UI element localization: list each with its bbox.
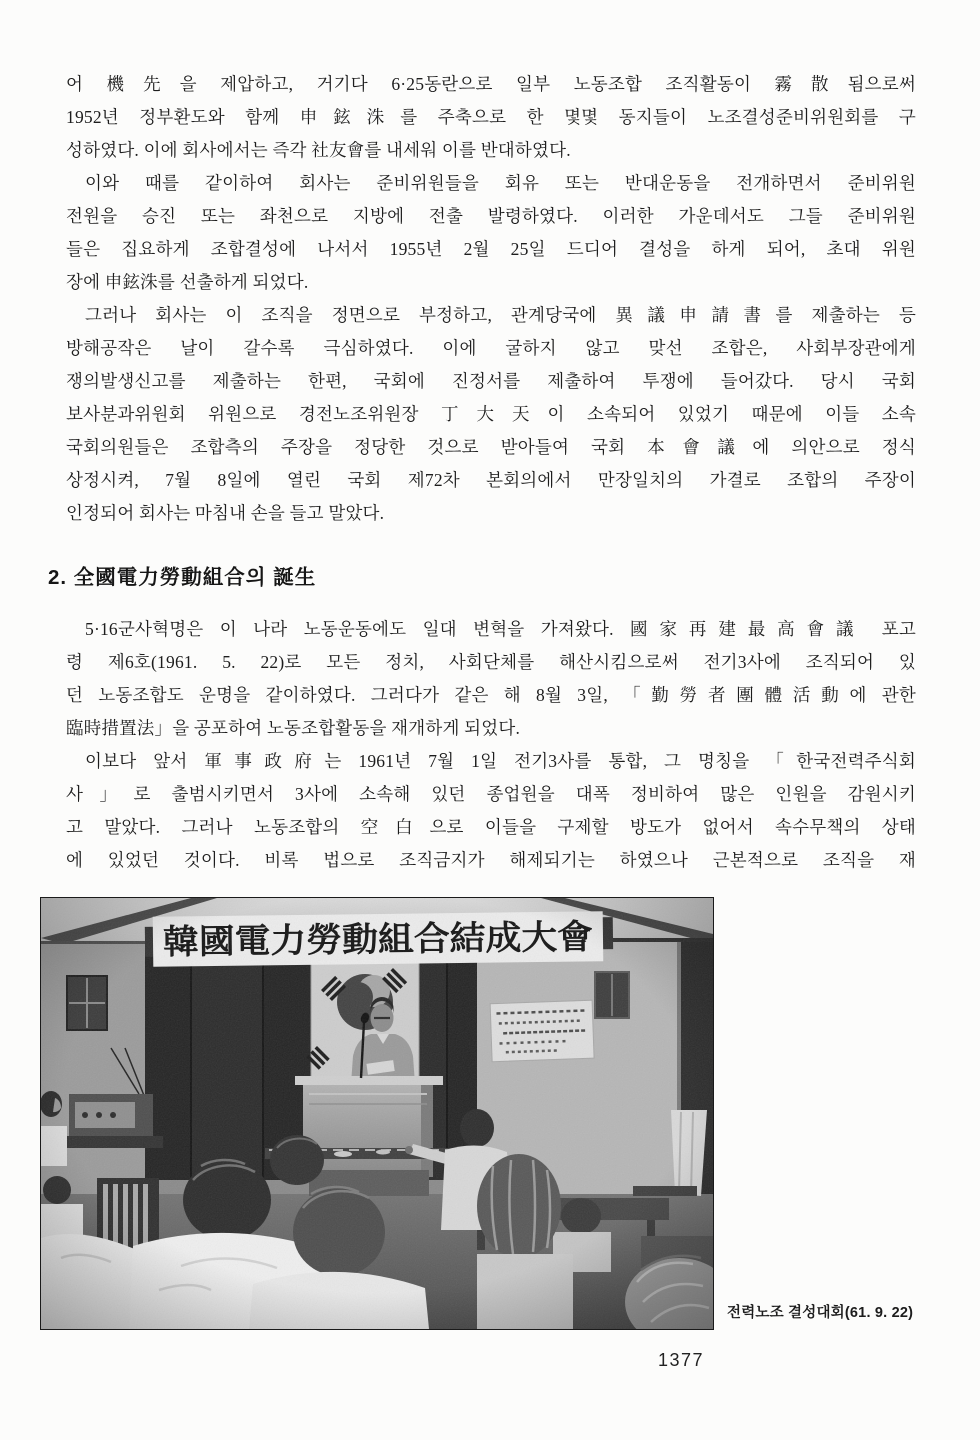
vignette (41, 898, 713, 1329)
text-line: 령 제6호(1961. 5. 22)로 모든 정치, 사회단체를 해산시킴으로써 전기3사에 조직되어 있 (66, 652, 916, 672)
text-line: 臨時措置法」을 공포하여 노동조합활동을 재개하게 되었다. (66, 718, 521, 738)
body-text-block-2 (66, 613, 916, 877)
text-line: 들은 집요하게 조합결성에 나서서 1955년 2월 25일 드디어 결성을 하게 되어, 초대 위원 (66, 239, 916, 259)
text-line: 장에 申鉉洙를 선출하게 되었다. (66, 272, 309, 292)
text-line: 상정시켜, 7월 8일에 열린 국회 제72차 본회의에서 만장일치의 가결로 조합의 주장이 (66, 470, 916, 490)
text-line: 에 있었던 것이다. 비록 법으로 조직금지가 해제되기는 하였으나 근본적으로 조직을 재 (66, 850, 916, 870)
text-line: 던 노동조합도 운명을 같이하였다. 그러다가 같은 해 8월 3일, 「勤勞者團體活動에 관한 (66, 685, 916, 705)
photo (40, 897, 714, 1330)
text-line: 이와 때를 같이하여 회사는 준비위원들을 회유 또는 반대운동을 전개하면서 준비위원 (85, 173, 916, 193)
text-line: 국회의원들은 조합측의 주장을 정당한 것으로 받아들여 국회 本會議에 의안으로 정식 (66, 437, 916, 457)
text-line: 성하였다. 이에 회사에서는 즉각 社友會를 내세워 이를 반대하였다. (66, 140, 571, 160)
photo-caption: 전력노조 결성대회(61. 9. 22) (727, 1305, 914, 1321)
text-line: 방해공작은 날이 갈수록 극심하였다. 이에 굴하지 않고 맞선 조합은, 사회부장관에게 (66, 338, 916, 358)
text-line: 그러나 회사는 이 조직을 정면으로 부정하고, 관계당국에 異議申請書를 제출하는 등 (85, 305, 916, 325)
text-line: 어 機先을 제압하고, 거기다 6·25동란으로 일부 노동조합 조직활동이 霧散됨으로써 (66, 74, 916, 94)
text-line: 사」로 출범시키면서 3사에 소속해 있던 종업원을 대폭 정비하여 많은 인원을 감원시키 (66, 784, 916, 804)
text-line: 1952년 정부환도와 함께 申鉉洙를 주축으로 한 몇몇 동지들이 노조결성준비위원회를 구 (66, 107, 916, 127)
page-number: 1377 (658, 1350, 705, 1370)
text-line: 5·16군사혁명은 이 나라 노동운동에도 일대 변혁을 가져왔다. 國家再建最高會議 포고 (85, 619, 916, 639)
text-line: 인정되어 회사는 마침내 손을 들고 말았다. (66, 503, 385, 523)
text-line: 이보다 앞서 軍事政府는 1961년 7월 1일 전기3사를 통합, 그 명칭을 「한국전력주식회 (85, 751, 916, 771)
text-line: 보사분과위원회 위원으로 경전노조위원장 丁大天이 소속되어 있었기 때문에 이들 소속 (66, 404, 916, 424)
text-line: 고 말았다. 그러나 노동조합의 空白으로 이들을 구제할 방도가 없어서 속수무책의 상태 (66, 817, 916, 837)
section-heading: 2. 全國電力勞動組合의 誕生 (48, 566, 317, 589)
photo-image (41, 898, 713, 1329)
text-line: 전원을 승진 또는 좌천으로 지방에 전출 발령하였다. 이러한 가운데서도 그들 준비위원 (66, 206, 916, 226)
text-line: 쟁의발생신고를 제출하는 한편, 국회에 진정서를 제출하여 투쟁에 들어갔다. 당시 국회 (66, 371, 916, 391)
body-text-block-1 (66, 68, 916, 530)
